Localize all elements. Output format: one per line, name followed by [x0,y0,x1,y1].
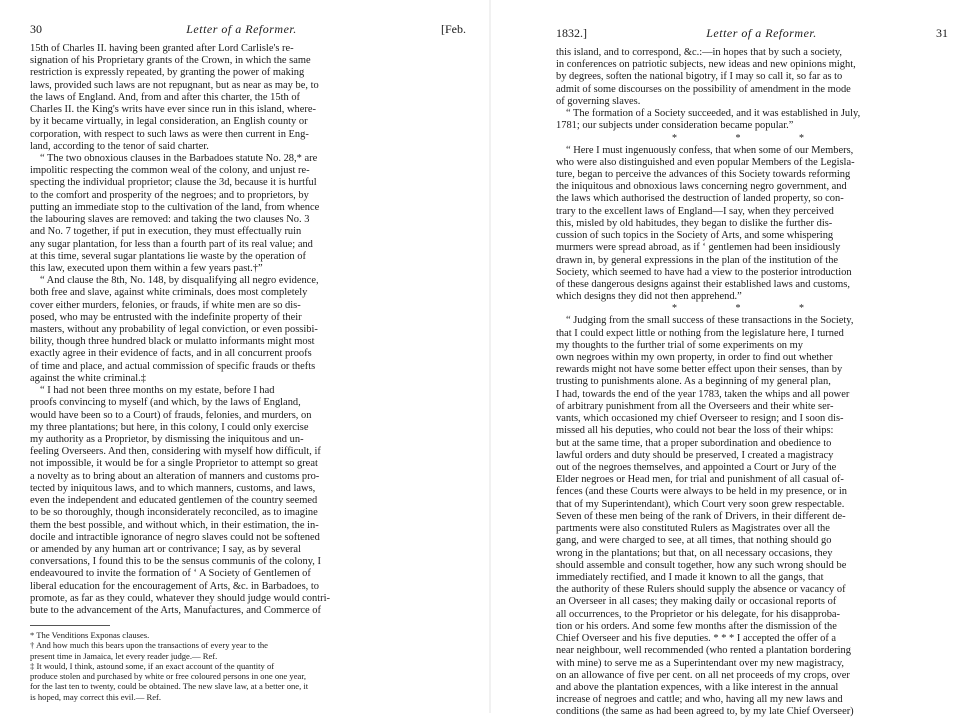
text-line: or amended by any human art or contrivance; I say, as by several [30,543,301,555]
text-line: Society, which seemed to have had a view to the posterior introduction [556,266,852,278]
right-running-title: Letter of a Reformer. [706,26,817,40]
text-line: with mine) to serve me as a Superintendant over my new magistracy, [556,657,845,669]
text-line: putting an immediate stop to the cultivation of the land, from whence [30,201,320,213]
text-line: conditions (the same as had been agreed to, by my late Chief Overseer) [556,706,854,718]
text-line: cussion of such topics in the Society of Arts, and some whispering [556,230,834,242]
text-line: proofs convincing to myself (and which, by the laws of England, [30,397,301,409]
text-line: “ Here I must ingenuously confess, that when some of our Members, [566,144,854,156]
right-page-number: 31 [936,26,948,40]
text-line: both free and slave, against white criminals, does most completely [30,287,308,299]
text-line: “ Judging from the small success of these transactions in the Society, [566,315,854,327]
text-line: the authority of these Rulers should supply the absence or vacancy of [556,584,846,596]
text-line: “ I had not been three months on my estate, before I had [40,385,275,397]
text-line: even the independent and educated gentlemen of the country seemed [30,495,318,507]
text-line: bility, though three hundred black or mulatto informants might most [30,336,315,348]
text-line: a novelty as to bring about an alteration of manners and customs pro- [30,470,320,482]
text-line: and No. 7 together, if put in execution, they must effectually ruin [30,226,302,238]
text-line: masters, without any probability of legal conviction, or even possibi- [30,324,318,336]
text-line: that I could expect little or nothing from the legislature here, I turned [556,327,844,339]
text-line: tected by iniquitous laws, and to which manners, customs, and laws, [30,482,316,494]
text-line: out of the negroes themselves, and appointed a Court or Jury of the [556,462,837,473]
text-line: vants, which occasioned my chief Overseer to resign; and I soon dis- [556,413,844,425]
text-line: would have been so to a Court) of frauds, felonies, and murders, on [30,409,312,421]
text-line: of these dangerous designs against their established laws and customs, [556,278,850,290]
text-line: lawful orders and duty should be preserved, I created a magistracy [556,449,834,461]
text-line: who were also distinguished and even popular Members of the Legisla- [556,156,855,168]
text-line: admit of some discourses on the possibility of amendment in the mode [556,83,851,95]
text-line: immediately rectified, and I made it known to all the gangs, that [556,571,824,583]
text-line: “ The formation of a Society succeeded, and it was established in July, [566,108,861,120]
left-running-title: Letter of a Reformer. [186,22,297,36]
text-line: not impossible, it would be for a single Proprietor to attempt so great [30,458,318,470]
text-line: 15th of Charles II. having been granted after Lord Carlisle's re- [30,43,294,54]
text-line: docile and intractible ignorance of negro slaves could not be softened [30,531,320,543]
text-line: missed all his deputies, who could not bear the loss of their whips: [556,425,834,437]
text-line: Elder negroes or Head men, for trial and punishment of all casual of- [556,474,844,486]
text-line: an Overseer in all cases; they making daily or occasional reports of [556,596,837,608]
left-date-mark: [Feb. [441,22,466,36]
text-line: land, according to the tenor of said charter. [30,140,209,152]
right-date-mark: 1832.] [556,26,587,40]
text-line: the iniquitous and obnoxious laws concerning negro government, and [556,181,847,193]
text-line: partments were also constituted Rulers as Magistrates over all the [556,523,830,535]
text-line: own negroes within my own property, in order to find out whether [556,352,833,364]
text-line: in conferences on patriotic subjects, new ideas and new opinions might, [556,59,856,71]
footnote-line: ‡ It would, I think, astound some, if an exact account of the quantity of [30,660,275,671]
text-line: at this time, several sugar plantations lie waste by the operation of [30,250,306,262]
text-line: near neighbour, well recommended (who rented a plantation bordering [556,645,851,657]
text-line: “ The two obnoxious clauses in the Barbadoes statute No. 28,* are [40,152,318,164]
text-line: liberal education for the encouragement of Arts, &c. in Barbadoes, to [30,580,319,592]
text-line: posed, who may be entrusted with the indefinite property of their [30,311,302,323]
text-line: them the best possible, and without which, in their estimation, the in- [30,519,319,531]
text-line: to the comfort and prosperity of the negroes; and to proprietors, by [30,189,309,201]
text-line: should assemble and consult together, how any such wrong should be [556,559,847,571]
text-line: fences (and these Courts were always to be held in my presence, or in [556,486,847,498]
text-line: by degrees, soften the national bigotry, if I may so call it, so far as to [556,71,843,83]
text-line: 1781; our subjects under consideration became popular.” [556,120,794,132]
text-line: Charles II. the King's writs have ever since run in this island, where- [30,104,316,116]
footnote-rule [30,625,110,626]
text-line: this, misled by old habitudes, they began to dislike the further dis- [556,217,833,229]
section-break-stars: * * * [672,303,832,315]
text-line: I had, towards the end of the year 1783, taken the whips and all power [556,388,850,400]
footnote-line: produce stolen and purchased by white or free coloured persons in one one year, [30,671,306,682]
text-line: “ And clause the 8th, No. 148, by disqualifying all negro evidence, [40,275,319,287]
text-line: and above the plantation expences, with a like interest in the annual [556,681,839,693]
text-line: laws, provided such laws are not repugnant, but as near as may be, to [30,79,319,91]
text-line: all occurrences, to the Proprietor or his delegate, for his disapproba- [556,608,841,620]
text-line: trary to the excellent laws of England—I say, when they perceived [556,205,834,217]
left-body-text [30,43,466,617]
right-paragraph-2 [556,145,948,304]
text-line: wrong in the plantations; but that, on all necessary occasions, they [556,547,833,559]
text-line: Seven of these men being of the rank of Drivers, in their different de- [556,510,846,522]
text-line: which designs they did not then apprehend.” [556,291,742,303]
text-line: my three plantations; but here, in this colony, I could only exercise [30,421,309,433]
footnote-line: * The Venditions Exponas clauses. [30,630,150,641]
text-line: this law, executed upon them within a few years past.†” [30,262,263,274]
left-footnotes [30,630,466,701]
right-paragraph-1 [556,47,948,133]
left-page [0,0,490,713]
text-line: murmers were spread abroad, as if ‘ gentlemen had been insidiously [556,242,841,254]
right-page [490,0,980,718]
text-line: of governing slaves. [556,95,641,107]
text-line: but at the same time, that a proper subordination and obedience to [556,437,832,449]
right-page-header [556,26,948,41]
text-line: by it became virtually, in legal consideration, an English county or [30,116,308,128]
footnote-line: for the last ten to twenty, could be obtained. The new slave law, at a better one, it [30,681,309,692]
text-line: exactly agree in their evidence of facts, and in all concurrent proofs [30,348,312,360]
text-line: Chief Overseer and his five deputies. * * * I accepted the offer of a [556,633,837,645]
text-line: of arbitrary punishment from all the Overseers and their white ser- [556,400,834,412]
text-line: to be so thoroughly, though inconsiderately reconciled, as to imagine [30,507,318,519]
text-line: impolitic respecting the common weal of the colony, and unjust re- [30,165,310,177]
text-line: against the white criminal.‡ [30,372,146,384]
text-line: the labouring slaves are removed: and taking the two clauses No. 3 [30,214,310,226]
text-line: corporation, with respect to such laws as were then current in Eng- [30,128,309,140]
text-line: restriction is expressly repeated, by granting the power of making [30,67,305,79]
text-line: trusting to punishments alone. As a beginning of my general plan, [556,376,831,388]
text-line: endeavoured to invite the formation of ‘ A Society of Gentlemen of [30,568,311,580]
text-line: tion or his orders. And some few months after the dismission of the [556,620,837,632]
text-line: ture, began to perceive the advances of this Society towards reforming [556,168,851,180]
text-line: drawn in, by general expressions in the plan of the institution of the [556,254,839,266]
text-line: feeling Overseers. And then, considering with myself how difficult, if [30,446,321,458]
text-line: my authority as a Proprietor, by dismissing the iniquitous and un- [30,434,304,445]
footnote-line: † And how much this bears upon the transactions of every year to the [30,640,268,651]
text-line: gang, and were charged to see, at all times, that nothing should go [556,535,832,547]
text-line: the laws which authorised the destruction of landed property, so con- [556,193,844,205]
text-line: specting the individual proprietor; clause the 3d, because it is hurtful [30,177,317,189]
text-line: promote, as far as they could, whatever they should judge would contri- [30,592,330,604]
left-page-header [30,22,466,37]
footnote-line: is hoped, may correct this evil.— Ref. [30,691,162,702]
text-line: of time and place, and actual commission of specific frauds or thefts [30,360,316,372]
text-line: my thoughts to the further trial of some experiments on my [556,339,803,351]
text-line: bute to the advancement of the Arts, Manufactures, and Commerce of [30,605,321,617]
text-line: on an allowance of five per cent. on all net proceeds of my crops, over [556,669,850,681]
text-line: increase of negroes and cattle; and who, having all my new laws and [556,694,843,706]
text-line: signation of his Proprietary grants of the Crown, in which the same [30,55,311,67]
text-line: any sugar plantation, for less than a fourth part of its real value; and [30,238,313,250]
left-page-number: 30 [30,22,42,36]
text-line: cover either murders, felonies, or frauds, if white men are so dis- [30,299,301,311]
text-line: conversations, I found this to be the sensus communis of the colony, I [30,556,321,568]
section-break-stars: * * * [672,132,832,144]
text-line: rewards might not have some better effect upon their senses, than by [556,364,843,376]
text-line: the laws of England. And, from and after this charter, the 15th of [30,91,301,103]
text-line: that of my Superintendant), which Court very soon grew respectable. [556,498,845,510]
text-line: this island, and to correspond, &c.:—in hopes that by such a society, [556,47,843,58]
footnote-line: present time in Jamaica, let every reader judge.— Ref. [30,650,218,661]
right-paragraph-3 [556,315,948,718]
